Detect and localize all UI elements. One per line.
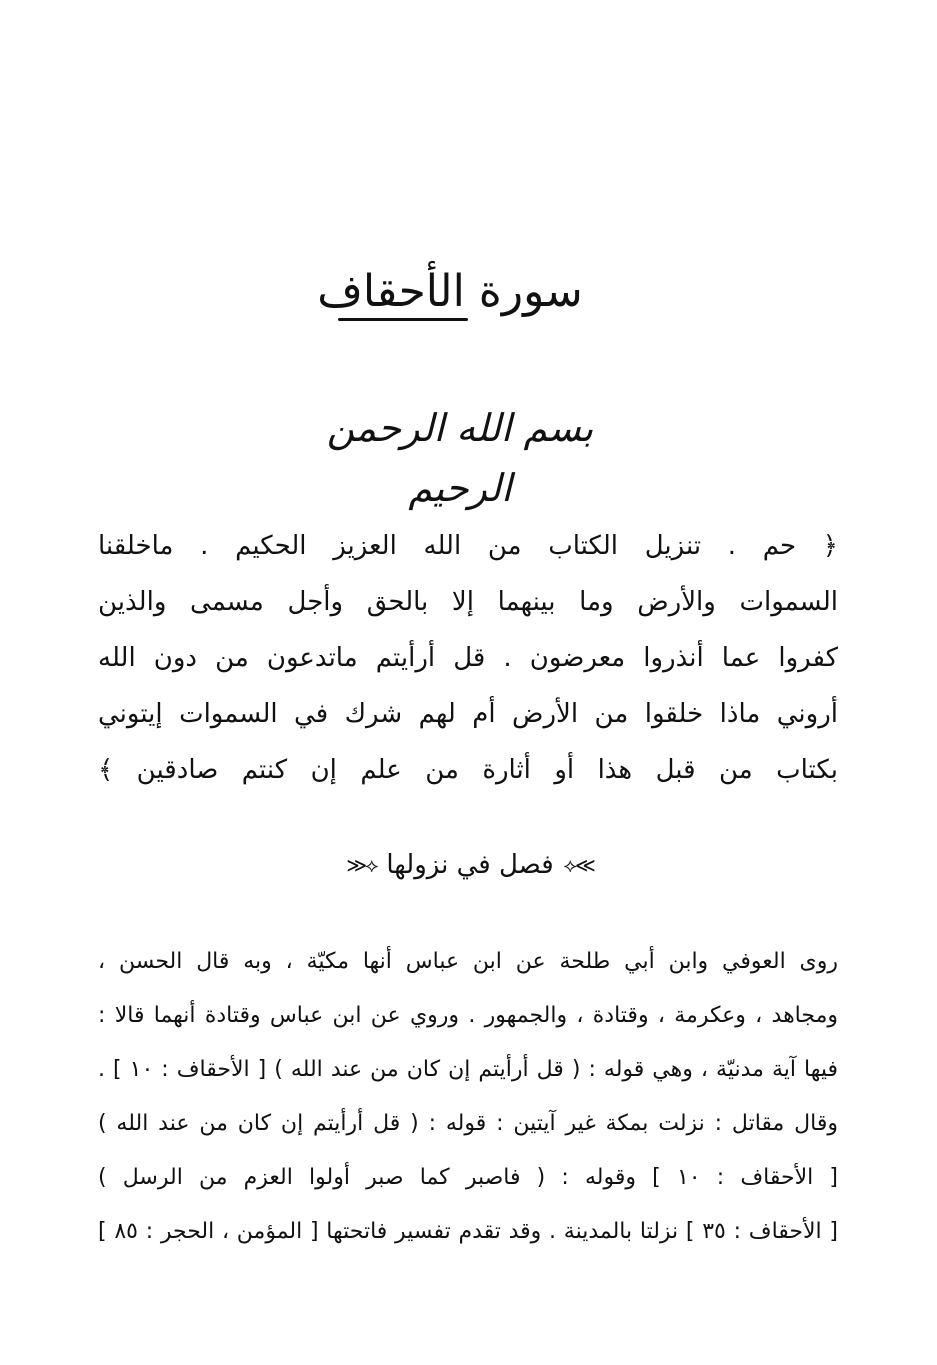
verse-line: كفروا عما أنذروا معرضون . قل أرأيتم ماتدعون من دون الله [98, 643, 838, 673]
verse-line: السموات والأرض وما بينهما إلا بالحق وأجل مسمى والذين [98, 587, 838, 617]
prose-line: ومجاهد ، وعكرمة ، وقتادة ، والجمهور . وروي عن ابن عباس وقتادة أنهما قالا : [98, 1003, 838, 1028]
commentary-prose-block [98, 935, 838, 1259]
ornament-right-icon: ≫⟡ [563, 853, 594, 877]
basmala: بسم الله الرحمن الرحيم [326, 406, 594, 510]
surah-title: سورة الأحقاف [317, 266, 583, 317]
prose-line: [ الأحقاف : ٣٥ ] نزلتا بالمدينة . وقد تقدم تفسير فاتحتها [ المؤمن ، الحجر : ٨٥ ] [98, 1219, 838, 1244]
section-heading-text: فصل في نزولها [386, 850, 554, 880]
section-heading [300, 840, 640, 890]
prose-line: روى العوفي وابن أبي طلحة عن ابن عباس أنها مكيّة ، وبه قال الحسن ، [98, 949, 838, 974]
prose-line: وقال مقاتل : نزلت بمكة غير آيتين : قوله : ( قل أرأيتم إن كان من عند الله ) [98, 1111, 838, 1136]
prose-line: فيها آية مدنيّة ، وهي قوله : ( قل أرأيتم إن كان من عند الله ) [ الأحقاف : ١٠ ] . [98, 1057, 838, 1082]
verse-line: ﴿ حم . تنزيل الكتاب من الله العزيز الحكيم . ماخلقنا [98, 531, 838, 561]
title-underline-decoration [338, 318, 468, 321]
verse-line: بكتاب من قبل هذا أو أثارة من علم إن كنتم صادقين ﴾ [98, 755, 838, 785]
prose-line: [ الأحقاف : ١٠ ] وقوله : ( فاصبر كما صبر أولوا العزم من الرسل ) [98, 1165, 838, 1190]
verse-line: أروني ماذا خلقوا من الأرض أم لهم شرك في السموات إيتوني [98, 699, 838, 729]
ornament-left-icon: ⟡≪ [346, 853, 377, 877]
quran-verse-block [98, 518, 838, 798]
